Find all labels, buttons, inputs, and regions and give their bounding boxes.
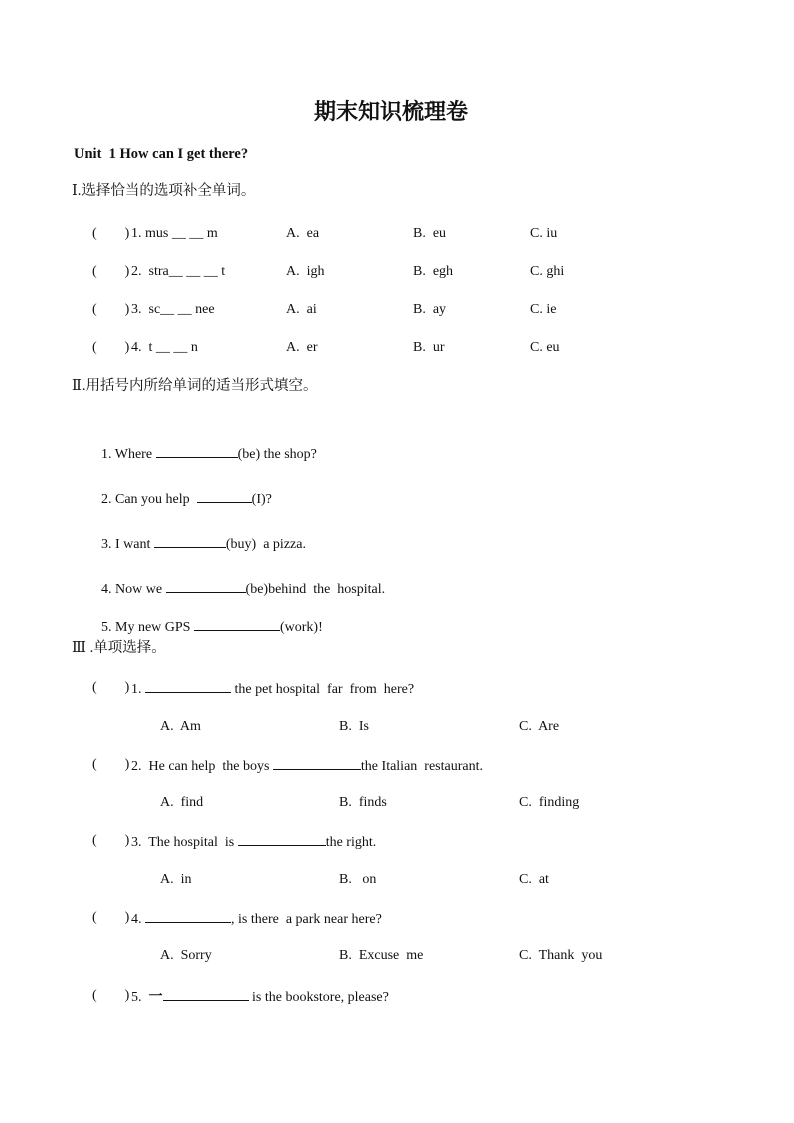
section-3-heading: Ⅲ .单项选择。 <box>72 640 166 656</box>
option-b: B. ur <box>413 340 445 355</box>
answer-blank[interactable] <box>166 579 246 593</box>
stem-after: the pet hospital far from here? <box>231 682 415 697</box>
option-a[interactable]: A. Am <box>160 719 201 734</box>
question-stem: 4. t __ __ n <box>131 340 198 355</box>
question-number: 2. <box>131 759 149 774</box>
stem-before: The hospital is <box>148 835 238 850</box>
option-b: B. eu <box>413 226 447 241</box>
option-b[interactable]: B. finds <box>339 795 387 810</box>
stem-after: is the bookstore, please? <box>248 990 389 1005</box>
answer-blank[interactable] <box>238 832 326 846</box>
option-a[interactable]: A. Sorry <box>160 948 212 963</box>
answer-blank[interactable] <box>154 534 226 548</box>
answer-blank[interactable] <box>163 987 249 1001</box>
fill-blank-item <box>94 561 385 599</box>
option-c[interactable]: C. Are <box>519 719 560 734</box>
option-c[interactable]: C. Thank you <box>519 948 603 963</box>
item-text-before: 5. My new GPS <box>101 620 194 635</box>
answer-blank[interactable] <box>145 909 231 923</box>
option-a[interactable]: A. in <box>160 872 192 887</box>
answer-blank[interactable] <box>273 756 361 770</box>
option-b: B. egh <box>413 264 454 279</box>
question-stem <box>131 679 414 699</box>
option-a[interactable]: A. find <box>160 795 204 810</box>
section-2-heading: Ⅱ.用括号内所给单词的适当形式填空。 <box>72 378 318 394</box>
item-text-before: 1. Where <box>101 447 156 462</box>
stem-after: the Italian restaurant. <box>360 759 483 774</box>
answer-bracket[interactable]: ( ) <box>92 757 130 772</box>
fill-blank-item <box>94 471 272 509</box>
answer-blank[interactable] <box>156 444 238 458</box>
question-number: 4. <box>131 912 145 927</box>
answer-bracket[interactable]: ( ) <box>92 226 130 241</box>
stem-before: He can help the boys <box>148 759 273 774</box>
option-c[interactable]: C. at <box>519 872 549 887</box>
item-text-after: (I)? <box>251 492 272 507</box>
question-stem <box>131 832 376 852</box>
item-text-after: (be) the shop? <box>237 447 317 462</box>
stem-after: , is there a park near here? <box>231 912 382 927</box>
answer-bracket[interactable]: ( ) <box>92 340 130 355</box>
option-c: C. eu <box>530 340 560 355</box>
fill-blank-item <box>94 516 306 554</box>
answer-bracket[interactable]: ( ) <box>92 264 130 279</box>
option-b[interactable]: B. Excuse me <box>339 948 424 963</box>
answer-bracket[interactable]: ( ) <box>92 302 130 317</box>
page-title: 期末知识梳理卷 <box>314 99 469 124</box>
question-stem: 2. stra__ __ __ t <box>131 264 226 279</box>
answer-bracket[interactable]: ( ) <box>92 988 130 1003</box>
item-text-after: (be)behind the hospital. <box>245 582 386 597</box>
option-b[interactable]: B. on <box>339 872 377 887</box>
item-text-after: (work)! <box>279 620 323 635</box>
unit-heading: Unit 1 How can I get there? <box>74 146 249 162</box>
option-a: A. igh <box>286 264 325 279</box>
answer-bracket[interactable]: ( ) <box>92 833 130 848</box>
section-1-heading: Ⅰ.选择恰当的选项补全单词。 <box>72 183 256 199</box>
stem-after: the right. <box>325 835 377 850</box>
answer-bracket[interactable]: ( ) <box>92 910 130 925</box>
question-number: 3. <box>131 835 149 850</box>
option-a: A. ea <box>286 226 320 241</box>
option-a: A. ai <box>286 302 317 317</box>
question-stem <box>131 987 389 1007</box>
item-text-before: 2. Can you help <box>101 492 197 507</box>
question-stem <box>131 909 382 929</box>
option-c: C. ie <box>530 302 557 317</box>
question-stem: 3. sc__ __ nee <box>131 302 215 317</box>
question-stem <box>131 756 483 776</box>
option-b[interactable]: B. Is <box>339 719 369 734</box>
fill-blank-item <box>94 599 323 637</box>
option-c: C. iu <box>530 226 558 241</box>
option-c: C. ghi <box>530 264 565 279</box>
item-text-after: (buy) a pizza. <box>225 537 306 552</box>
question-number: 1. <box>131 682 145 697</box>
answer-blank[interactable] <box>145 679 231 693</box>
option-c[interactable]: C. finding <box>519 795 580 810</box>
item-text-before: 4. Now we <box>101 582 166 597</box>
answer-blank[interactable] <box>194 617 280 631</box>
question-number: 5. <box>131 990 149 1005</box>
question-stem: 1. mus __ __ m <box>131 226 218 241</box>
fill-blank-item <box>94 426 317 464</box>
answer-blank[interactable] <box>197 489 252 503</box>
stem-before: 一 <box>148 990 163 1005</box>
item-text-before: 3. I want <box>101 537 154 552</box>
option-a: A. er <box>286 340 318 355</box>
answer-bracket[interactable]: ( ) <box>92 680 130 695</box>
option-b: B. ay <box>413 302 447 317</box>
